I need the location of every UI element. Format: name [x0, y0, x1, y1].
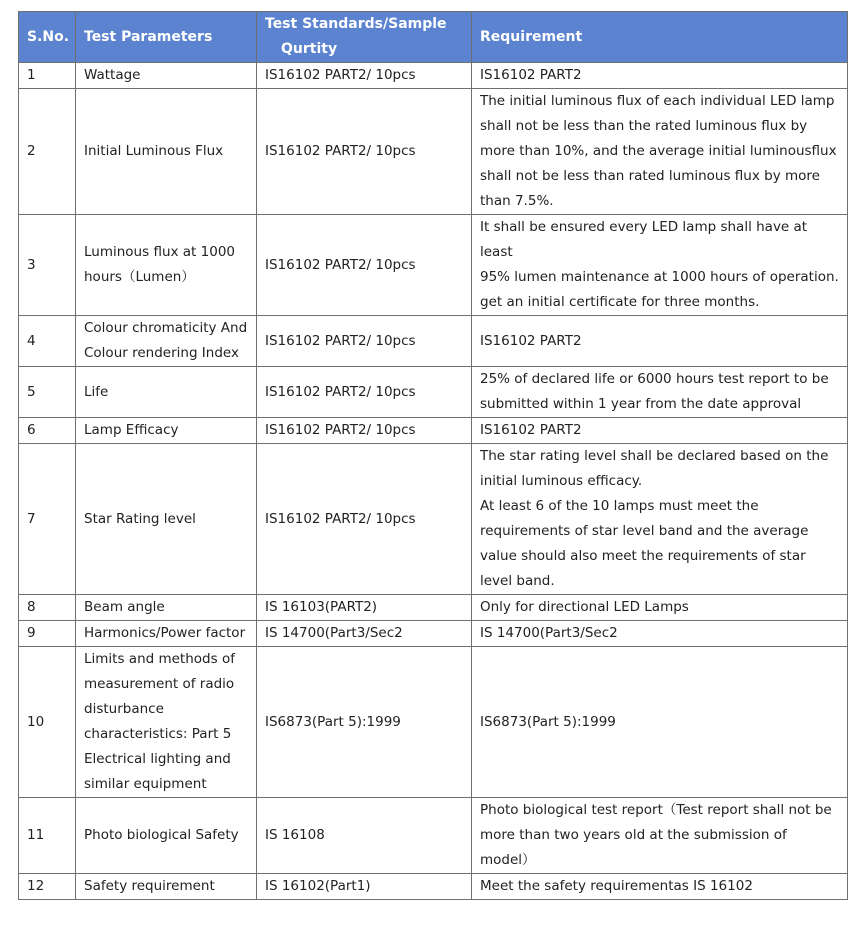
- requirement-line: IS6873(Part 5):1999: [480, 713, 616, 730]
- requirement-line: level band.: [480, 573, 555, 589]
- cell-test-parameter: Limits and methods of measurement of radio disturbance characteristics: Part 5 Electrical lighting and similar equipment: [76, 647, 257, 798]
- requirement-line: Photo biological test report（Test report shall not be: [480, 802, 832, 818]
- requirement-line: get an initial certificate for three months.: [480, 294, 760, 310]
- header-requirement: Requirement: [472, 12, 848, 63]
- requirement-line: value should also meet the requirements of star: [480, 548, 806, 564]
- requirement-line: IS16102 PART2: [480, 332, 582, 349]
- table-row: [19, 595, 848, 621]
- cell-test-standard: IS16102 PART2/ 10pcs: [257, 89, 472, 215]
- requirement-line: 95% lumen maintenance at 1000 hours of operation.: [480, 269, 839, 285]
- table-row: [19, 63, 848, 89]
- cell-requirement: [472, 444, 848, 595]
- cell-test-parameter: Colour chromaticity And Colour rendering Index: [76, 316, 257, 367]
- cell-test-parameter: Beam angle: [76, 595, 257, 621]
- requirement-line: IS 14700(Part3/Sec2: [480, 625, 618, 641]
- cell-test-parameter: Lamp Efficacy: [76, 418, 257, 444]
- cell-requirement: [472, 647, 848, 798]
- cell-test-standard: IS 16102(Part1): [257, 874, 472, 900]
- cell-test-standard: IS16102 PART2/ 10pcs: [257, 418, 472, 444]
- header-standards-line2: Qurtity: [281, 41, 338, 57]
- cell-sno: 5: [19, 367, 76, 418]
- table-header: [19, 12, 848, 63]
- test-parameters-table: [18, 11, 848, 900]
- cell-test-parameter: Photo biological Safety: [76, 798, 257, 874]
- cell-test-parameter: Safety requirement: [76, 874, 257, 900]
- cell-test-standard: IS16102 PART2/ 10pcs: [257, 215, 472, 316]
- cell-test-parameter: Wattage: [76, 63, 257, 89]
- cell-requirement: [472, 63, 848, 89]
- requirement-line: IS16102 PART2: [480, 67, 582, 83]
- cell-test-standard: IS16102 PART2/ 10pcs: [257, 444, 472, 595]
- cell-test-parameter: Luminous flux at 1000 hours（Lumen）: [76, 215, 257, 316]
- cell-test-standard: IS16102 PART2/ 10pcs: [257, 63, 472, 89]
- requirement-line: submitted within 1 year from the date approval: [480, 396, 802, 412]
- header-standards-line1: Test Standards/Sample: [265, 16, 447, 32]
- table-row: [19, 316, 848, 367]
- cell-requirement: [472, 798, 848, 874]
- table-row: [19, 647, 848, 798]
- cell-requirement: [472, 89, 848, 215]
- cell-test-parameter: Harmonics/Power factor: [76, 621, 257, 647]
- requirement-line: Meet the safety requirementas IS 16102: [480, 878, 753, 894]
- table-body: [19, 63, 848, 900]
- requirement-line: shall not be less than rated luminous flux by more: [480, 168, 820, 184]
- requirement-line: more than 10%, and the average initial luminousflux: [480, 143, 837, 159]
- requirement-line: The initial luminous flux of each individual LED lamp: [480, 93, 835, 109]
- cell-test-parameter: Life: [76, 367, 257, 418]
- table-row: [19, 621, 848, 647]
- requirement-line: 25% of declared life or 6000 hours test report to be: [480, 371, 829, 387]
- header-test-parameters: Test Parameters: [76, 12, 257, 63]
- cell-requirement: [472, 621, 848, 647]
- cell-requirement: [472, 874, 848, 900]
- cell-test-parameter: Initial Luminous Flux: [76, 89, 257, 215]
- table-row: [19, 798, 848, 874]
- cell-sno: 8: [19, 595, 76, 621]
- cell-test-standard: IS 14700(Part3/Sec2: [257, 621, 472, 647]
- requirement-line: requirements of star level band and the average: [480, 523, 809, 539]
- cell-test-parameter: Star Rating level: [76, 444, 257, 595]
- requirement-line: The star rating level shall be declared based on the: [480, 448, 829, 464]
- table-row: [19, 215, 848, 316]
- requirement-line: Only for directional LED Lamps: [480, 599, 689, 615]
- cell-sno: 1: [19, 63, 76, 89]
- cell-sno: 7: [19, 444, 76, 595]
- cell-test-standard: IS6873(Part 5):1999: [257, 647, 472, 798]
- requirement-line: more than two years old at the submission of: [480, 827, 787, 843]
- cell-requirement: [472, 367, 848, 418]
- cell-requirement: [472, 595, 848, 621]
- cell-sno: 4: [19, 316, 76, 367]
- table-row: [19, 367, 848, 418]
- requirement-line: It shall be ensured every LED lamp shall have at least: [480, 219, 808, 260]
- cell-sno: 6: [19, 418, 76, 444]
- requirement-line: shall not be less than the rated luminous flux by: [480, 118, 808, 134]
- table-row: [19, 874, 848, 900]
- requirement-line: IS16102 PART2: [480, 422, 582, 438]
- cell-requirement: [472, 215, 848, 316]
- cell-sno: 10: [19, 647, 76, 798]
- cell-test-standard: IS 16108: [257, 798, 472, 874]
- table-row: [19, 444, 848, 595]
- table-row: [19, 418, 848, 444]
- cell-requirement: [472, 418, 848, 444]
- cell-sno: 9: [19, 621, 76, 647]
- table-row: [19, 89, 848, 215]
- cell-sno: 11: [19, 798, 76, 874]
- cell-requirement: [472, 316, 848, 367]
- header-sno: S.No.: [19, 12, 76, 63]
- cell-sno: 3: [19, 215, 76, 316]
- requirement-line: At least 6 of the 10 lamps must meet the: [480, 498, 759, 514]
- cell-sno: 2: [19, 89, 76, 215]
- requirement-line: model）: [480, 852, 536, 868]
- requirement-line: than 7.5%.: [480, 193, 554, 209]
- cell-test-standard: IS 16103(PART2): [257, 595, 472, 621]
- header-test-standards: [257, 12, 472, 63]
- requirement-line: initial luminous efficacy.: [480, 473, 643, 489]
- cell-test-standard: IS16102 PART2/ 10pcs: [257, 367, 472, 418]
- cell-test-standard: IS16102 PART2/ 10pcs: [257, 316, 472, 367]
- cell-sno: 12: [19, 874, 76, 900]
- header-row: [19, 12, 848, 63]
